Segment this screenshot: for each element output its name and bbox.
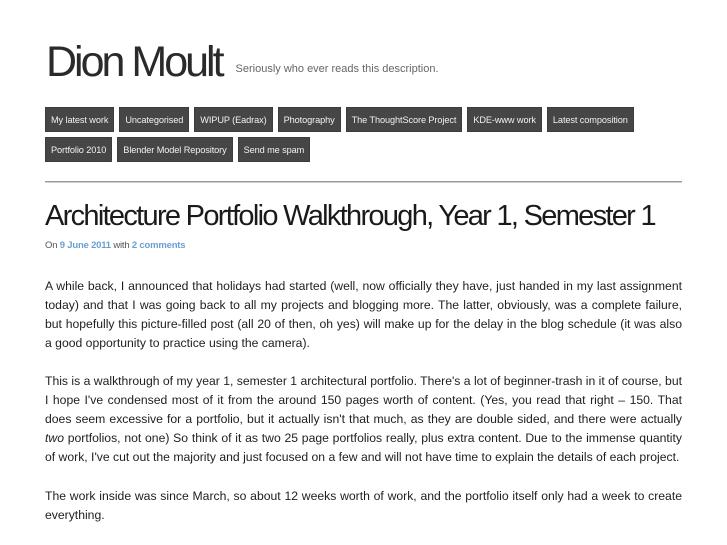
post-meta bbox=[45, 240, 185, 251]
main-navigation bbox=[45, 107, 685, 167]
post-date-link[interactable]: 9 June 2011 bbox=[59, 240, 111, 251]
post-content bbox=[45, 277, 682, 545]
nav-item-thoughtscore[interactable]: The ThoughtScore Project bbox=[346, 107, 463, 132]
paragraph-2 bbox=[45, 372, 682, 467]
nav-item-kde-www[interactable]: KDE-www work bbox=[467, 107, 542, 132]
nav-item-uncategorised[interactable]: Uncategorised bbox=[119, 107, 189, 132]
nav-item-latest-composition[interactable]: Latest composition bbox=[547, 107, 634, 132]
site-description: Seriously who ever reads this description. bbox=[235, 63, 439, 75]
nav-item-my-latest-work[interactable]: My latest work bbox=[45, 107, 114, 132]
site-header bbox=[46, 40, 439, 84]
paragraph-3: The work inside was since March, so about 12 weeks worth of work, and the portfolio itself only had a week to create everything. bbox=[45, 489, 682, 522]
nav-row-2 bbox=[45, 137, 685, 162]
comments-link[interactable]: 2 comments bbox=[131, 240, 186, 251]
meta-prefix: On bbox=[45, 240, 58, 251]
nav-item-send-me-spam[interactable]: Send me spam bbox=[238, 137, 311, 162]
paragraph-2-part-b: portfolios, not one) So think of it as two 25 page portfolios really, plus extra content. Due to the immense quantity of work, I've cut out the majority and just focused on a few and will not have time to explain the details of each project. bbox=[45, 431, 682, 464]
paragraph-2-emphasis: two bbox=[45, 431, 64, 445]
header-divider bbox=[45, 181, 682, 183]
post-title[interactable]: Architecture Portfolio Walkthrough, Year 1, Semester 1 bbox=[45, 200, 655, 232]
paragraph-1: A while back, I announced that holidays had started (well, now officially they have, just handed in my last assignment today) and that I was going back to all my projects and blogging more. The latter, obviously, was a complete failure, but hopefully this picture-filled post (all 20 of then, oh yes) will make up for the delay in the blog schedule (it was also a good opportunity to practice using the camera). bbox=[45, 279, 682, 350]
paragraph-2-part-a: This is a walkthrough of my year 1, semester 1 architectural portfolio. There's a lot of beginner-trash in it of course, but I hope I've condensed most of it from the around 150 pages worth of content. (Yes, you read that right – 150. That does seem excessive for a portfolio, but it actually isn't that much, as they are double sided, and there were actually bbox=[45, 374, 682, 426]
nav-item-blender-model-repository[interactable]: Blender Model Repository bbox=[117, 137, 232, 162]
nav-item-photography[interactable]: Photography bbox=[278, 107, 341, 132]
meta-middle: with bbox=[113, 240, 130, 251]
nav-item-wipup[interactable]: WIPUP (Eadrax) bbox=[194, 107, 272, 132]
nav-item-portfolio-2010[interactable]: Portfolio 2010 bbox=[45, 137, 112, 162]
nav-row-1 bbox=[45, 107, 685, 132]
site-title-link[interactable]: Dion Moult bbox=[46, 38, 222, 86]
